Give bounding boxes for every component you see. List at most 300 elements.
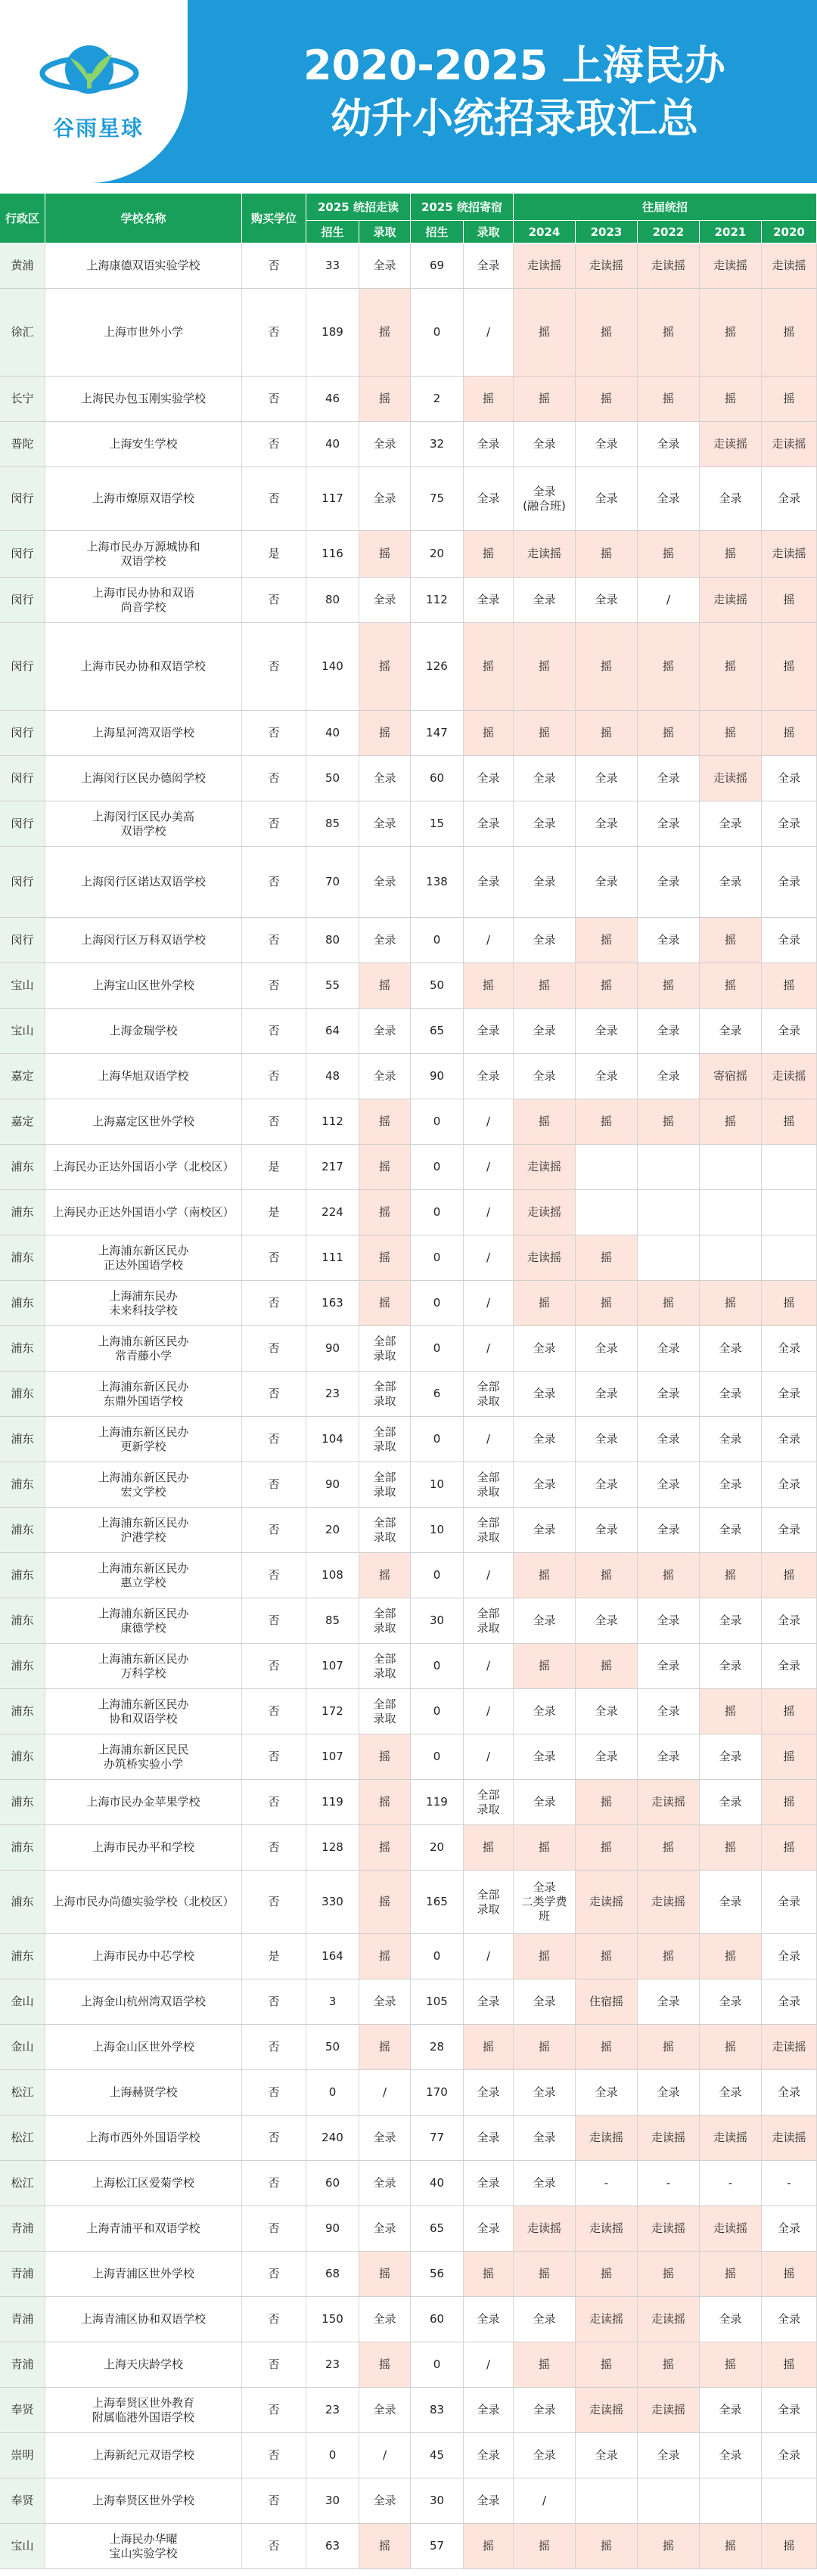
title-line-2: 幼升小统招录取汇总 (331, 95, 698, 142)
history-year-cell: 全录 (638, 467, 700, 530)
enroll-board-cell: 45 (411, 2433, 464, 2478)
history-year-cell: 全录 (576, 422, 638, 467)
col-2025-board: 2025 统招寄宿 (411, 194, 514, 221)
history-year-cell: 摇 (762, 289, 817, 376)
history-year-cell: 摇 (576, 289, 638, 376)
admit-day-cell: 全录 (359, 2161, 411, 2206)
admit-board-cell: 全录 (464, 1979, 514, 2024)
history-year-cell: 摇 (514, 1644, 576, 1688)
district-cell: 嘉定 (0, 1054, 45, 1099)
history-year-cell: 摇 (514, 377, 576, 421)
district-cell: 浦东 (0, 1734, 45, 1779)
district-cell: 浦东 (0, 1190, 45, 1235)
district-cell: 宝山 (0, 2524, 45, 2568)
school-name-cell: 上海青浦区世外学校 (45, 2252, 242, 2296)
district-cell: 浦东 (0, 1145, 45, 1189)
housing-cell: 否 (242, 243, 306, 288)
district-cell: 嘉定 (0, 1099, 45, 1144)
history-year-cell (762, 1235, 817, 1280)
admit-day-cell: 全录 (359, 1054, 411, 1099)
history-year-cell: 全录 (514, 1689, 576, 1734)
history-year-cell: 摇 (576, 963, 638, 1008)
housing-cell: 否 (242, 2297, 306, 2342)
enroll-board-cell: 32 (411, 422, 464, 467)
school-name-cell: 上海金瑞学校 (45, 1009, 242, 1053)
col-housing: 购买学位 (242, 194, 306, 243)
history-year-cell: 走读摇 (638, 2388, 700, 2432)
table-row (0, 578, 817, 623)
enroll-board-cell: 56 (411, 2252, 464, 2296)
history-year-cell: 摇 (762, 1780, 817, 1824)
admit-day-cell: 全录 (359, 422, 411, 467)
district-cell: 青浦 (0, 2342, 45, 2387)
table-row (0, 1734, 817, 1780)
history-year-cell: 全录 (762, 1979, 817, 2024)
table-row (0, 422, 817, 467)
history-year-cell: 摇 (700, 1689, 762, 1734)
history-year-cell (762, 1145, 817, 1189)
page-header (0, 0, 817, 183)
history-year-cell: 摇 (700, 1934, 762, 1979)
enroll-day-cell: 163 (306, 1281, 359, 1325)
history-year-cell: 走读摇 (762, 2116, 817, 2160)
admit-board-cell: / (464, 1417, 514, 1462)
district-cell: 宝山 (0, 1009, 45, 1053)
enroll-board-cell: 40 (411, 2161, 464, 2206)
history-year-cell: 全录 (514, 756, 576, 801)
admit-day-cell: 摇 (359, 2342, 411, 2387)
district-cell: 浦东 (0, 1372, 45, 1416)
table-row (0, 1009, 817, 1054)
history-year-cell: 全录 (638, 422, 700, 467)
enroll-day-cell: 50 (306, 756, 359, 801)
housing-cell: 否 (242, 1871, 306, 1933)
district-cell: 青浦 (0, 2252, 45, 2296)
admit-day-cell: 摇 (359, 1871, 411, 1933)
enroll-day-cell: 68 (306, 2252, 359, 2296)
admit-day-cell: 摇 (359, 1145, 411, 1189)
district-cell: 奉贤 (0, 2388, 45, 2432)
district-cell: 徐汇 (0, 289, 45, 376)
history-year-cell: 全录 (514, 801, 576, 846)
history-year-cell: 全录 (576, 1372, 638, 1416)
admit-board-cell: 摇 (464, 2252, 514, 2296)
housing-cell: 否 (242, 422, 306, 467)
enroll-board-cell: 0 (411, 289, 464, 376)
housing-cell: 否 (242, 756, 306, 801)
history-year-cell: 走读摇 (514, 1190, 576, 1235)
history-year-cell: 走读摇 (762, 1054, 817, 1099)
history-year-cell: 全录 (762, 1598, 817, 1643)
housing-cell: 否 (242, 1644, 306, 1688)
admit-board-cell: 全部 录取 (464, 1780, 514, 1824)
enroll-day-cell: 108 (306, 1553, 359, 1598)
history-year-cell: 全录 (762, 2433, 817, 2478)
history-year-cell: 摇 (762, 1099, 817, 1144)
history-year-cell: 走读摇 (576, 243, 638, 288)
admit-board-cell: 全部 录取 (464, 1372, 514, 1416)
history-year-cell: 摇 (762, 963, 817, 1008)
page-title (227, 39, 802, 145)
history-year-cell: 全录 (762, 1462, 817, 1507)
admit-board-cell: 全部 录取 (464, 1871, 514, 1933)
table-row (0, 531, 817, 578)
school-name-cell: 上海市民办协和双语 尚音学校 (45, 578, 242, 622)
history-year-cell: 摇 (514, 711, 576, 755)
admit-board-cell: 摇 (464, 1825, 514, 1870)
enroll-board-cell: 65 (411, 1009, 464, 1053)
history-year-cell (576, 2478, 638, 2523)
school-name-cell: 上海浦东新区民办 惠立学校 (45, 1553, 242, 1598)
district-cell: 浦东 (0, 1934, 45, 1979)
table-row (0, 1190, 817, 1235)
school-name-cell: 上海浦东新区民办 协和双语学校 (45, 1689, 242, 1734)
enroll-day-cell: 90 (306, 2206, 359, 2251)
history-year-cell: 摇 (762, 623, 817, 710)
enroll-day-cell: 23 (306, 2342, 359, 2387)
admit-day-cell: 摇 (359, 1099, 411, 1144)
enroll-day-cell: 0 (306, 2070, 359, 2115)
housing-cell: 否 (242, 2478, 306, 2523)
history-year-cell: 全录 (700, 1598, 762, 1643)
history-year-cell: 全录 (638, 2070, 700, 2115)
history-year-cell: - (762, 2161, 817, 2206)
district-cell: 浦东 (0, 1644, 45, 1688)
enroll-day-cell: 63 (306, 2524, 359, 2568)
district-cell: 闵行 (0, 756, 45, 801)
history-year-cell: 摇 (576, 918, 638, 963)
enroll-day-cell: 23 (306, 2388, 359, 2432)
history-year-cell: 全录 (514, 1462, 576, 1507)
school-name-cell: 上海市民办协和双语学校 (45, 623, 242, 710)
table-row (0, 2070, 817, 2116)
admit-day-cell: 全录 (359, 467, 411, 530)
history-year-cell: 全录 (762, 847, 817, 917)
history-year-cell: 摇 (638, 2025, 700, 2069)
table-row (0, 2388, 817, 2433)
history-year-cell: 全录 (514, 1979, 576, 2024)
col-enroll-day: 招生 (306, 221, 359, 243)
school-name-cell: 上海华旭双语学校 (45, 1054, 242, 1099)
district-cell: 金山 (0, 1979, 45, 2024)
enroll-day-cell: 104 (306, 1417, 359, 1462)
enroll-day-cell: 112 (306, 1099, 359, 1144)
col-school: 学校名称 (45, 194, 242, 243)
school-name-cell: 上海青浦平和双语学校 (45, 2206, 242, 2251)
enroll-board-cell: 147 (411, 711, 464, 755)
housing-cell: 否 (242, 1281, 306, 1325)
history-year-cell: 摇 (700, 1553, 762, 1598)
history-year-cell: 摇 (638, 963, 700, 1008)
history-year-cell: 全录 (576, 1417, 638, 1462)
history-year-cell (638, 1190, 700, 1235)
district-cell: 浦东 (0, 1326, 45, 1371)
history-year-cell: 全录 (514, 1054, 576, 1099)
table-row (0, 1372, 817, 1417)
history-year-cell: 全录 (638, 2433, 700, 2478)
enroll-board-cell: 119 (411, 1780, 464, 1824)
enroll-board-cell: 75 (411, 467, 464, 530)
housing-cell: 否 (242, 801, 306, 846)
history-year-cell: 摇 (638, 289, 700, 376)
admit-board-cell: 全部 录取 (464, 1598, 514, 1643)
history-year-cell: 全录 (638, 1598, 700, 1643)
school-name-cell: 上海市民办万源城协和 双语学校 (45, 531, 242, 577)
housing-cell: 否 (242, 1979, 306, 2024)
history-year-cell: 全录 (638, 1009, 700, 1053)
admit-day-cell: 全录 (359, 847, 411, 917)
enroll-board-cell: 57 (411, 2524, 464, 2568)
history-year-cell: 住宿摇 (576, 1979, 638, 2024)
admit-board-cell: / (464, 918, 514, 963)
history-year-cell: 全录 (514, 918, 576, 963)
enroll-board-cell: 28 (411, 2025, 464, 2069)
history-year-cell: 走读摇 (576, 2206, 638, 2251)
history-year-cell: 全录 (762, 801, 817, 846)
history-year-cell: 全录 (514, 1598, 576, 1643)
history-year-cell: 摇 (514, 289, 576, 376)
history-year-cell: 全录 (700, 847, 762, 917)
history-year-cell: 走读摇 (576, 2116, 638, 2160)
enroll-board-cell: 0 (411, 918, 464, 963)
enroll-day-cell: 55 (306, 963, 359, 1008)
title-line-1: 2020-2025 上海民办 (303, 42, 725, 89)
admit-board-cell: 全录 (464, 847, 514, 917)
school-name-cell: 上海浦东新区民办 康德学校 (45, 1598, 242, 1643)
history-year-cell: 全录 (576, 1508, 638, 1552)
table-row (0, 1462, 817, 1508)
school-name-cell: 上海奉贤区世外学校 (45, 2478, 242, 2523)
history-year-cell: 全录 (638, 847, 700, 917)
enroll-day-cell: 330 (306, 1871, 359, 1933)
history-year-cell: 摇 (576, 1281, 638, 1325)
history-year-cell: 摇 (762, 2252, 817, 2296)
school-name-cell: 上海浦东新区民办 更新学校 (45, 1417, 242, 1462)
housing-cell: 否 (242, 2524, 306, 2568)
district-cell: 崇明 (0, 2433, 45, 2478)
school-name-cell: 上海安生学校 (45, 422, 242, 467)
enroll-board-cell: 65 (411, 2206, 464, 2251)
table-row (0, 756, 817, 801)
enroll-day-cell: 40 (306, 422, 359, 467)
enroll-day-cell: 111 (306, 1235, 359, 1280)
admit-day-cell: 摇 (359, 1934, 411, 1979)
admit-day-cell: 全录 (359, 756, 411, 801)
history-year-cell: 摇 (514, 1934, 576, 1979)
enroll-board-cell: 10 (411, 1508, 464, 1552)
enroll-day-cell: 140 (306, 623, 359, 710)
history-year-cell: 全录 (514, 2297, 576, 2342)
school-name-cell: 上海民办正达外国语小学（北校区） (45, 1145, 242, 1189)
history-year-cell: 走读摇 (514, 531, 576, 577)
history-year-cell: 走读摇 (514, 1145, 576, 1189)
history-year-cell: 摇 (514, 2025, 576, 2069)
school-name-cell: 上海民办包玉刚实验学校 (45, 377, 242, 421)
history-year-cell: 摇 (700, 2524, 762, 2568)
admit-day-cell: 摇 (359, 1553, 411, 1598)
history-year-cell: 全录 (576, 467, 638, 530)
admit-board-cell: 全录 (464, 756, 514, 801)
table-row (0, 243, 817, 289)
table-body (0, 243, 817, 2569)
history-year-cell: 摇 (514, 1099, 576, 1144)
logo-area (0, 0, 188, 183)
col-year-2024: 2024 (514, 221, 576, 243)
housing-cell: 否 (242, 1462, 306, 1507)
admit-day-cell: 全录 (359, 2478, 411, 2523)
history-year-cell: 全录 (638, 918, 700, 963)
school-name-cell: 上海市民办平和学校 (45, 1825, 242, 1870)
enroll-day-cell: 107 (306, 1644, 359, 1688)
admit-day-cell: 全录 (359, 918, 411, 963)
history-year-cell: 全录 (762, 756, 817, 801)
col-year-2023: 2023 (576, 221, 638, 243)
history-year-cell: 全录 (762, 2070, 817, 2115)
housing-cell: 是 (242, 1145, 306, 1189)
history-year-cell: 摇 (514, 2524, 576, 2568)
history-year-cell: 全录 (576, 2433, 638, 2478)
admit-board-cell: 全录 (464, 2478, 514, 2523)
history-year-cell: 全录 (700, 2433, 762, 2478)
enroll-day-cell: 64 (306, 1009, 359, 1053)
admit-day-cell: 全录 (359, 801, 411, 846)
history-year-cell: 走读摇 (638, 2206, 700, 2251)
history-year-cell: 摇 (638, 1099, 700, 1144)
enroll-board-cell: 126 (411, 623, 464, 710)
enroll-board-cell: 15 (411, 801, 464, 846)
history-year-cell: 摇 (638, 1825, 700, 1870)
admit-day-cell: 摇 (359, 1825, 411, 1870)
admit-day-cell: 全录 (359, 2206, 411, 2251)
history-year-cell: 摇 (514, 1281, 576, 1325)
admit-board-cell: 摇 (464, 963, 514, 1008)
enroll-day-cell: 80 (306, 578, 359, 622)
history-year-cell: 摇 (700, 2342, 762, 2387)
admit-day-cell: 全录 (359, 1009, 411, 1053)
enroll-board-cell: 0 (411, 1145, 464, 1189)
school-name-cell: 上海市民办尚德实验学校（北校区） (45, 1871, 242, 1933)
history-year-cell: 全录 (576, 2070, 638, 2115)
enroll-board-cell: 138 (411, 847, 464, 917)
table-row (0, 2478, 817, 2524)
history-year-cell: 全录 (638, 1326, 700, 1371)
history-year-cell: 摇 (576, 1934, 638, 1979)
history-year-cell: 全录 (576, 578, 638, 622)
district-cell: 金山 (0, 2025, 45, 2069)
col-history: 往届统招 (514, 194, 817, 221)
history-year-cell: 全录 (762, 1508, 817, 1552)
admit-board-cell: 全录 (464, 2161, 514, 2206)
history-year-cell: 全录 (700, 1372, 762, 1416)
enroll-day-cell: 30 (306, 2478, 359, 2523)
district-cell: 闵行 (0, 578, 45, 622)
history-year-cell (700, 1235, 762, 1280)
enroll-day-cell: 240 (306, 2116, 359, 2160)
history-year-cell: 全录 二类学费 班 (514, 1871, 576, 1933)
housing-cell: 是 (242, 1190, 306, 1235)
history-year-cell: 全录 (638, 1372, 700, 1416)
history-year-cell: 走读摇 (700, 2116, 762, 2160)
table-row (0, 2161, 817, 2206)
housing-cell: 否 (242, 623, 306, 710)
history-year-cell: - (638, 2161, 700, 2206)
enroll-day-cell: 90 (306, 1462, 359, 1507)
table-header (0, 194, 817, 243)
brand-name: 谷雨星球 (53, 116, 144, 141)
school-name-cell: 上海市世外小学 (45, 289, 242, 376)
school-name-cell: 上海闵行区民办德闳学校 (45, 756, 242, 801)
housing-cell: 否 (242, 2252, 306, 2296)
table-row (0, 2206, 817, 2252)
district-cell: 松江 (0, 2161, 45, 2206)
planet-logo-icon (36, 32, 142, 107)
admit-board-cell: 摇 (464, 623, 514, 710)
admit-day-cell: 摇 (359, 2252, 411, 2296)
history-year-cell: 摇 (762, 1689, 817, 1734)
history-year-cell: 摇 (700, 1281, 762, 1325)
admit-board-cell: 摇 (464, 2025, 514, 2069)
history-year-cell: 全录 (762, 467, 817, 530)
history-year-cell: 走读摇 (762, 243, 817, 288)
enroll-day-cell: 172 (306, 1689, 359, 1734)
history-year-cell: 全录 (762, 1326, 817, 1371)
history-year-cell: 摇 (514, 2342, 576, 2387)
enroll-day-cell: 80 (306, 918, 359, 963)
history-year-cell: 全录 (700, 1326, 762, 1371)
history-year-cell: 全录 (700, 1462, 762, 1507)
history-year-cell: 全录 (700, 2070, 762, 2115)
housing-cell: 否 (242, 1235, 306, 1280)
history-year-cell: 摇 (576, 2342, 638, 2387)
school-name-cell: 上海奉贤区世外教育 附属临港外国语学校 (45, 2388, 242, 2432)
history-year-cell: 摇 (576, 1099, 638, 1144)
history-year-cell: 全录 (638, 1734, 700, 1779)
enroll-day-cell: 90 (306, 1326, 359, 1371)
history-year-cell: 摇 (762, 578, 817, 622)
admit-board-cell: / (464, 1281, 514, 1325)
district-cell: 闵行 (0, 531, 45, 577)
admit-board-cell: 全录 (464, 578, 514, 622)
history-year-cell: 摇 (576, 1780, 638, 1824)
enroll-day-cell: 70 (306, 847, 359, 917)
housing-cell: 否 (242, 1009, 306, 1053)
table-row (0, 1145, 817, 1190)
district-cell: 闵行 (0, 467, 45, 530)
school-name-cell: 上海金山区世外学校 (45, 2025, 242, 2069)
enroll-board-cell: 50 (411, 963, 464, 1008)
history-year-cell: 摇 (638, 623, 700, 710)
history-year-cell: 全录 (700, 1644, 762, 1688)
history-year-cell: 摇 (576, 1553, 638, 1598)
history-year-cell: 摇 (576, 531, 638, 577)
housing-cell: 否 (242, 377, 306, 421)
table-row (0, 1235, 817, 1281)
district-cell: 黄浦 (0, 243, 45, 288)
housing-cell: 否 (242, 1553, 306, 1598)
history-year-cell: 全录 (638, 1689, 700, 1734)
history-year-cell: 全录 (514, 1780, 576, 1824)
history-year-cell: 摇 (700, 1099, 762, 1144)
school-name-cell: 上海浦东新区民办 东鼎外国语学校 (45, 1372, 242, 1416)
housing-cell: 否 (242, 2025, 306, 2069)
school-name-cell: 上海闵行区万科双语学校 (45, 918, 242, 963)
school-name-cell: 上海康德双语实验学校 (45, 243, 242, 288)
table-row (0, 2252, 817, 2297)
enroll-board-cell: 83 (411, 2388, 464, 2432)
table-row (0, 2433, 817, 2478)
history-year-cell: 全录 (514, 847, 576, 917)
history-year-cell: 摇 (576, 1644, 638, 1688)
